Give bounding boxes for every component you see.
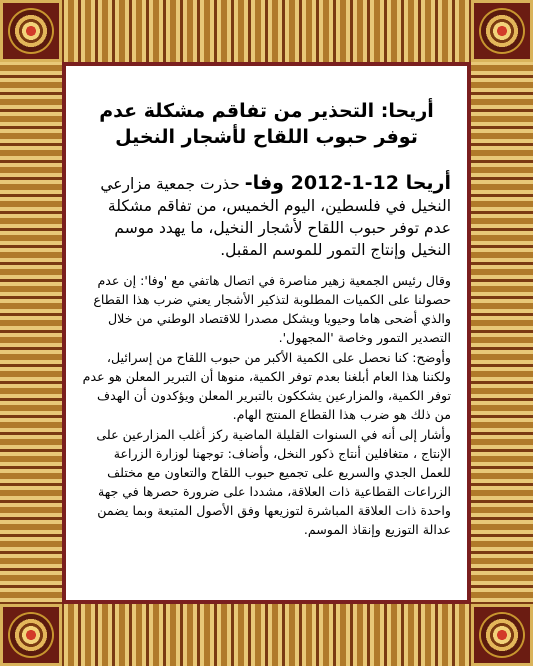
paragraph: وقال رئيس الجمعية زهير مناصرة في اتصال هاتفي مع 'وفا': إن عدم حصولنا على الكميات المطلوبة لتذكير الأشجار يعني ضرب هذا القطاع والذي أضحى هاما وحيويا ويشكل مصدرا للاقتصاد الوطني من خلال التصدير التمور وخاصة 'المجهول'.	[93, 273, 451, 345]
corner-top-left	[0, 0, 62, 62]
corner-bottom-right	[471, 604, 533, 666]
ornament-medallion-icon	[481, 614, 523, 656]
lead-text: حذرت جمعية مزارعي النخيل في فلسطين، اليوم الخميس، من تفاقم مشكلة عدم توفر حبوب اللقاح لأشجار النخيل، ما يهدد موسم النخيل وإنتاج التمور للموسم المقبل.	[100, 175, 451, 259]
paragraph: وأوضح: كنا نحصل على الكمية الأكبر من حبوب اللقاح من إسرائيل، ولكننا هذا العام أبلغنا بعدم توفر الكمية، منوها أن التبرير المعلن هو عدم توفر الكمية، والمزارعين يشككون بالتبرير المعلن ويؤكدون أن الهدف من ذلك هو ضرب هذا القطاع المنتج الهام.	[82, 350, 451, 422]
top-border	[0, 0, 533, 62]
paragraph: وأشار إلى أنه في السنوات القليلة الماضية ركز أغلب المزارعين على الإنتاج ، متغافلين أنتاج ذكور النخل، وأضاف: توجهنا لوزارة الزراعة للعمل الجدي والسريع على تجميع حبوب اللقاح والتعاون مع مختلف الزراعات القطاعية ذات العلاقة، مشددا على ضرورة حصرها في جهة واحدة ذات العلاقة المباشرة لتوزيعها وفق الأصول المتبعة وبما يضمن عدالة التوزيع وإنقاذ الموسم.	[96, 427, 451, 537]
article-headline: أريحا: التحذير من تفاقم مشكلة عدم توفر حبوب اللقاح لأشجار النخيل	[99, 100, 434, 148]
right-border	[471, 0, 533, 666]
article-body	[66, 66, 467, 600]
inner-edge-right	[467, 62, 471, 604]
corner-bottom-left	[0, 604, 62, 666]
ornament-medallion-icon	[10, 10, 52, 52]
inner-edge-bottom	[62, 600, 471, 604]
article-lead	[82, 172, 451, 261]
corner-top-right	[471, 0, 533, 62]
ornament-medallion-icon	[10, 614, 52, 656]
bottom-border	[0, 604, 533, 666]
dateline: أريحا 12-1-2012 وفا-	[244, 172, 451, 194]
left-border	[0, 0, 62, 666]
ornament-medallion-icon	[481, 10, 523, 52]
